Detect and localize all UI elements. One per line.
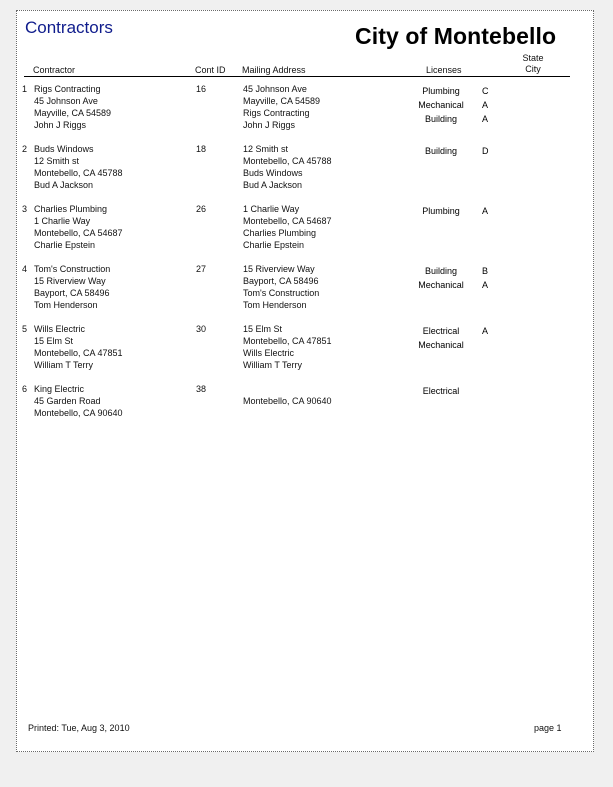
contractor-line: William T Terry — [34, 360, 94, 370]
contractor-line: Montebello, CA 54687 — [34, 228, 123, 238]
report-page — [16, 10, 594, 752]
mailing-address-line: Montebello, CA 54687 — [243, 216, 332, 226]
contractor-id: 30 — [196, 324, 207, 334]
license-type: Building — [424, 114, 458, 124]
mailing-address-line: William T Terry — [243, 360, 303, 370]
license-type: Plumbing — [422, 86, 460, 96]
mailing-address-line: Buds Windows — [243, 168, 303, 178]
contractor-line: Bud A Jackson — [34, 180, 94, 190]
license-type: Mechanical — [418, 100, 464, 110]
mailing-address-line: 15 Riverview Way — [243, 264, 315, 274]
contractor-line: 45 Johnson Ave — [34, 96, 98, 106]
header-mailing-address: Mailing Address — [242, 65, 306, 75]
contractor-line: John J Riggs — [34, 120, 87, 130]
contractor-line: Bayport, CA 58496 — [34, 288, 110, 298]
mailing-address-line: 15 Elm St — [243, 324, 283, 334]
contractor-line: Montebello, CA 45788 — [34, 168, 123, 178]
contractor-line: 12 Smith st — [34, 156, 80, 166]
mailing-address-line: Montebello, CA 90640 — [243, 396, 332, 406]
license-class: A — [482, 280, 489, 290]
contractor-line: Mayville, CA 54589 — [34, 108, 112, 118]
printed-date: Printed: Tue, Aug 3, 2010 — [28, 723, 130, 733]
mailing-address-line: Charlies Plumbing — [243, 228, 317, 238]
mailing-address-line: 1 Charlie Way — [243, 204, 300, 214]
contractor-id: 38 — [196, 384, 207, 394]
header-state: State — [522, 53, 544, 63]
mailing-address-line: Montebello, CA 47851 — [243, 336, 332, 346]
contractor-line: Tom's Construction — [34, 264, 111, 274]
mailing-address-line: Montebello, CA 45788 — [243, 156, 332, 166]
header-state-city — [513, 53, 553, 75]
contractor-line: King Electric — [34, 384, 85, 394]
mailing-address-line: 45 Johnson Ave — [243, 84, 307, 94]
license-class: A — [482, 326, 489, 336]
license-type: Mechanical — [418, 280, 464, 290]
contractor-line: 15 Elm St — [34, 336, 74, 346]
license-class: A — [482, 206, 489, 216]
contractor-line: 1 Charlie Way — [34, 216, 91, 226]
license-type: Plumbing — [422, 206, 460, 216]
organization-name: City of Montebello — [355, 23, 557, 49]
contractor-id: 16 — [196, 84, 207, 94]
contractor-line: Charlie Epstein — [34, 240, 96, 250]
contractor-line: Wills Electric — [34, 324, 85, 334]
license-type: Electrical — [422, 386, 460, 396]
license-type: Electrical — [422, 326, 460, 336]
contractor-line: Montebello, CA 90640 — [34, 408, 123, 418]
license-class: D — [482, 146, 489, 156]
mailing-address-line: Tom Henderson — [243, 300, 307, 310]
license-class: B — [482, 266, 489, 276]
mailing-address-line: Wills Electric — [243, 348, 294, 358]
row-number: 2 — [22, 144, 28, 154]
row-number: 5 — [22, 324, 28, 334]
header-cont-id: Cont ID — [195, 65, 226, 75]
row-number: 1 — [22, 84, 28, 94]
header-city: City — [525, 64, 541, 74]
license-class: A — [482, 114, 489, 124]
license-class: A — [482, 100, 489, 110]
contractor-line: Charlies Plumbing — [34, 204, 108, 214]
row-number: 6 — [22, 384, 28, 394]
page-number: page 1 — [534, 723, 562, 733]
mailing-address-line: John J Riggs — [243, 120, 296, 130]
row-number: 3 — [22, 204, 28, 214]
mailing-address-line: Bud A Jackson — [243, 180, 303, 190]
header-licenses: Licenses — [426, 65, 462, 75]
contractor-line: 45 Garden Road — [34, 396, 101, 406]
header-contractor: Contractor — [33, 65, 76, 75]
mailing-address-line: Tom's Construction — [243, 288, 320, 298]
mailing-address-line: Rigs Contracting — [243, 108, 310, 118]
row-number: 4 — [22, 264, 28, 274]
contractor-line: Buds Windows — [34, 144, 94, 154]
contractor-id: 27 — [196, 264, 207, 274]
contractor-id: 26 — [196, 204, 207, 214]
contractor-line: 15 Riverview Way — [34, 276, 106, 286]
mailing-address-line: Charlie Epstein — [243, 240, 305, 250]
contractor-line: Tom Henderson — [34, 300, 98, 310]
contractor-line: Montebello, CA 47851 — [34, 348, 123, 358]
license-type: Building — [424, 266, 458, 276]
license-type: Building — [424, 146, 458, 156]
mailing-address-line: Mayville, CA 54589 — [243, 96, 321, 106]
license-type: Mechanical — [418, 340, 464, 350]
mailing-address-line: 12 Smith st — [243, 144, 289, 154]
license-class: C — [482, 86, 489, 96]
contractor-line: Rigs Contracting — [34, 84, 101, 94]
report-title: Contractors — [25, 18, 113, 37]
contractor-id: 18 — [196, 144, 207, 154]
header-divider — [24, 76, 570, 77]
mailing-address-line: Bayport, CA 58496 — [243, 276, 319, 286]
